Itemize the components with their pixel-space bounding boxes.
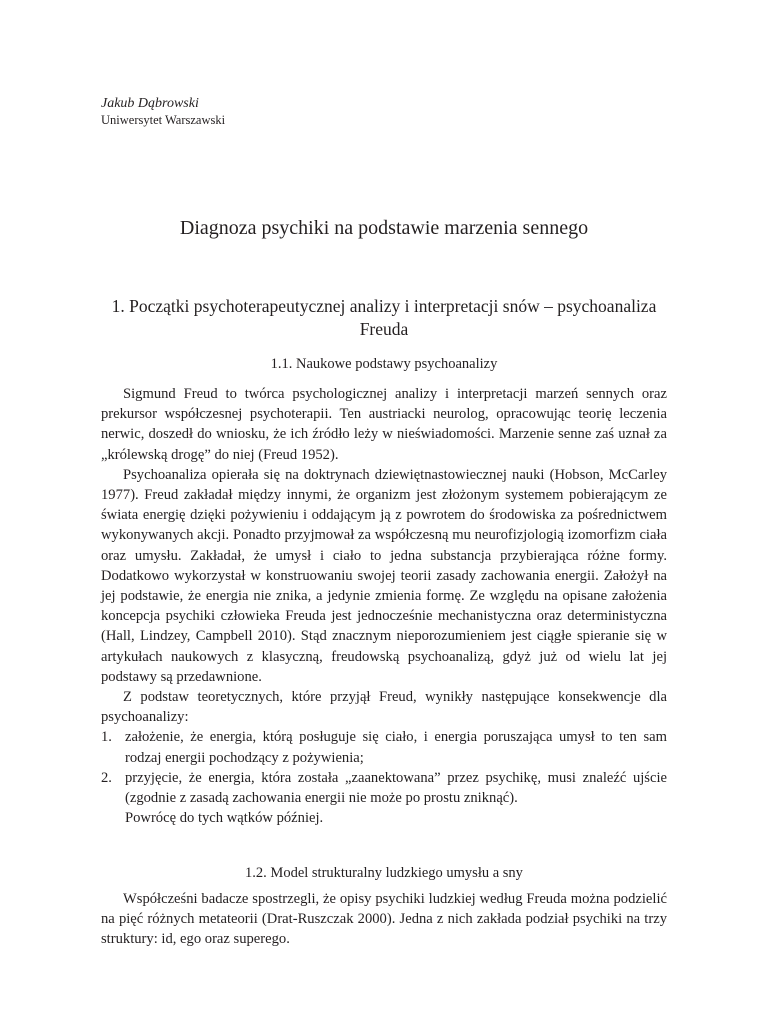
paragraph: Psychoanaliza opierała się na doktrynach dziewiętnastowiecznej nauki (Hobson, McCarley 1977). Freud zakładał między innymi, że organizm jest złożonym systemem pobierającym ze świata energię dzięki pożywieniu i oddającym ją z powrotem do środowiska za pośrednictwem wykonywanych akcji. Ponadto przyjmował za współczesną mu neurofizjologią izomorfizm ciała oraz umysłu. Zakładał, że umysł i ciało to jedna substancja przybierająca różne formy. Dodatkowo wykorzystał w konstruowaniu swojej teorii zasady zachowania energii. Założył na jej podstawie, że energia nie znika, a jedynie zmienia formę. Ze względu na opisane założenia koncepcja psychiki człowieka Freuda jest jednocześnie mechanistyczna oraz deterministyczna (Hall, Lindzey, Campbell 2010). Stąd znacznym nieporozumieniem jest ciągłe spieranie się w artykułach naukowych z klasyczną, freudowską psychoanalizą, gdyż już od wielu lat jej podstawy są przedawnione. [101,466,667,685]
body-text-block [101,384,667,828]
list-item-text: przyjęcie, że energia, która została „zaanektowana” przez psychikę, musi znaleźć ujście (zgodnie z zasadą zachowania energii nie może po prostu zniknąć). [125,769,667,807]
list-item-number: 2. [101,769,112,786]
numbered-list [101,727,667,808]
author-block [101,96,225,128]
paper-title: Diagnoza psychiki na podstawie marzenia sennego [179,217,589,239]
paragraph: Współcześni badacze spostrzegli, że opisy psychiki ludzkiej według Freuda można podzielić na pięć różnych metateorii (Drat-Ruszczak 2000). Jedna z nich zakłada podział psychiki na trzy struktury: id, ego oraz superego. [101,891,667,948]
body-text-block [101,889,667,950]
closing-sentence: Powrócę do tych wątków później. [125,810,324,827]
paragraph: Z podstaw teoretycznych, które przyjął Freud, wynikły następujące konsekwencje dla psychoanalizy: [101,689,667,726]
section-heading: 1. Początki psychoterapeutycznej analizy i interpretacji snów – psychoanaliza Freuda [111,296,657,339]
author-affiliation: Uniwersytet Warszawski [101,113,226,127]
list-item [101,768,667,808]
list-item-number: 1. [101,729,112,746]
paragraph: Sigmund Freud to twórca psychologicznej analizy i interpretacji marzeń sennych oraz prekursor współczesnej psychoterapii. Ten austriacki neurolog, opracowując teorię leczenia nerwic, doszedł do wniosku, że ich źródło leży w nieświadomości. Marzenie senne zaś uznał za „królewską drogę” do niej (Freud 1952). [101,386,667,463]
author-name: Jakub Dąbrowski [101,96,199,111]
subsection-heading: 1.2. Model strukturalny ludzkiego umysłu a sny [245,865,523,881]
subsection-heading: 1.1. Naukowe podstawy psychoanalizy [270,356,498,372]
list-item [101,727,667,767]
list-item-text: założenie, że energia, którą posługuje się ciało, i energia poruszająca umysł to ten sam rodzaj energii pochodzący z pożywienia; [125,729,667,766]
